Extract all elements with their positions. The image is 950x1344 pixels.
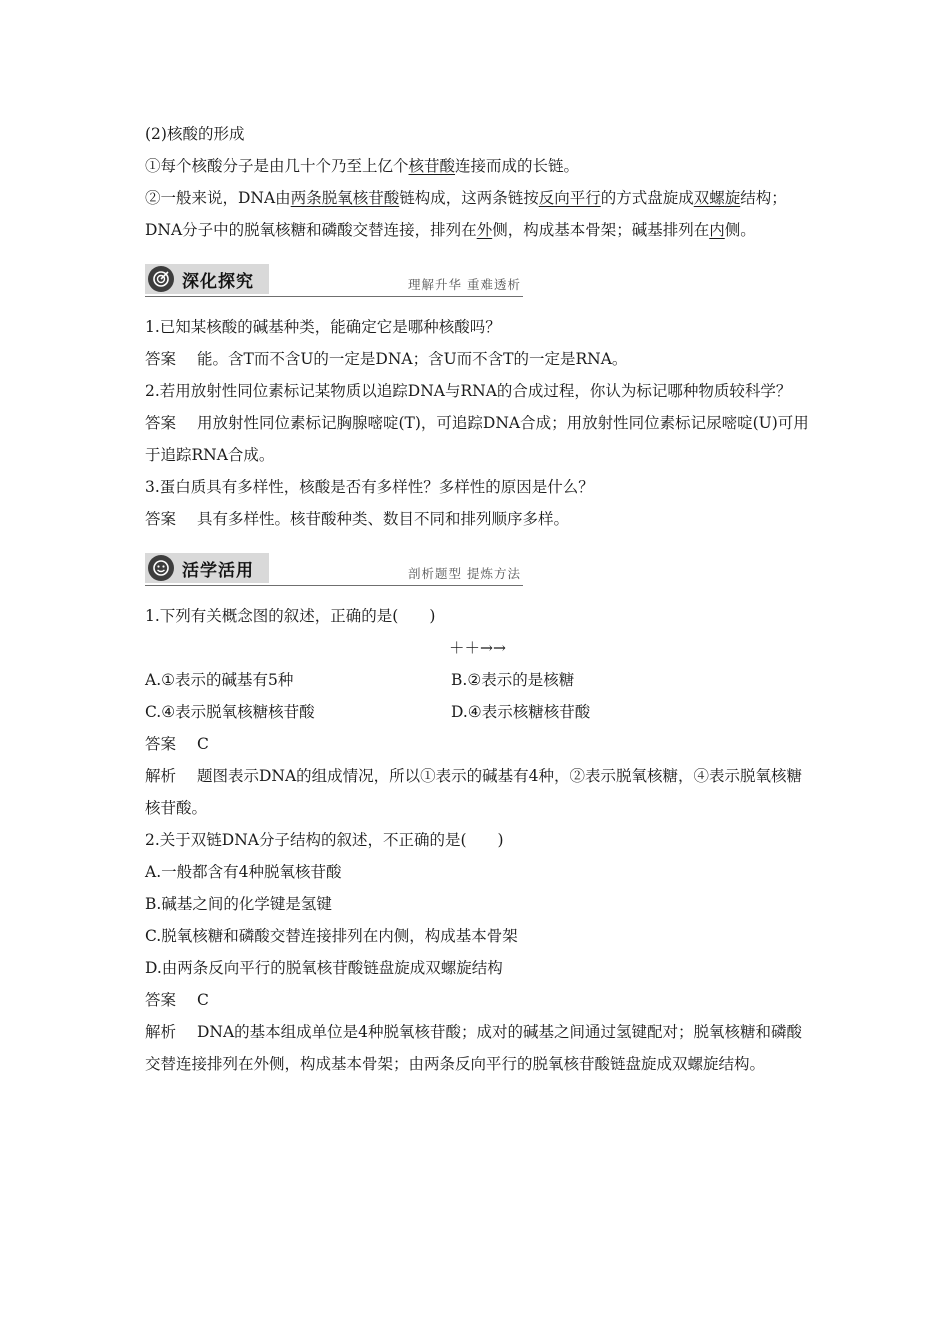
practice-analysis-2	[145, 1016, 810, 1080]
section-title: 活学活用	[182, 560, 254, 581]
options-row	[145, 696, 810, 728]
section-header-inquiry	[145, 264, 523, 297]
text-span: 结构；DNA分子中的脱氧核糖和磷酸交替连接，排列在	[145, 189, 787, 239]
answer-label: 答案	[145, 735, 177, 753]
answer-label: 答案	[145, 414, 177, 432]
section-tab	[145, 264, 269, 294]
inquiry-question-3: 3.蛋白质具有多样性，核酸是否有多样性？多样性的原因是什么？	[145, 478, 594, 496]
analysis-label: 解析	[145, 767, 177, 785]
inquiry-question-1: 1.已知某核酸的碱基种类，能确定它是哪种核酸吗？	[145, 318, 501, 336]
inquiry-answer-1	[145, 343, 810, 375]
formation-point-1	[145, 150, 810, 182]
smile-icon	[148, 555, 174, 581]
option-d: D.由两条反向平行的脱氧核苷酸链盘旋成双螺旋结构	[145, 959, 503, 977]
analysis-text: DNA的基本组成单位是4种脱氧核苷酸；成对的碱基之间通过氢键配对；脱氧核糖和磷酸交替连接排列在外侧，构成基本骨架；由两条反向平行的脱氧核苷酸链盘旋成双螺旋结构。	[145, 1023, 803, 1073]
formation-point-2	[145, 182, 810, 246]
text-span: 链构成，这两条链按	[399, 189, 539, 207]
section-tab	[145, 553, 269, 583]
option-a: A.①表示的碱基有5种	[145, 671, 294, 689]
analysis-text: 题图表示DNA的组成情况，所以①表示的碱基有4种，②表示脱氧核糖，④表示脱氧核糖核苷酸。	[145, 767, 803, 817]
answer-text: C	[197, 991, 209, 1009]
text-span: 连接而成的长链。	[455, 157, 580, 175]
section-header-practice	[145, 553, 523, 586]
underlined-term: 反向平行	[538, 189, 601, 207]
underlined-term: 双螺旋	[693, 189, 741, 207]
text-span: ②一般来说，DNA由	[145, 189, 291, 207]
target-icon	[148, 266, 174, 292]
section-subtitle: 剖析题型 提炼方法	[408, 566, 521, 581]
formation-heading: (2)核酸的形成	[145, 125, 245, 143]
inquiry-answer-3	[145, 503, 810, 535]
answer-label: 答案	[145, 991, 177, 1009]
underlined-term: 两条脱氧核苷酸	[290, 189, 400, 207]
analysis-label: 解析	[145, 1023, 177, 1041]
option-c: C.脱氧核糖和磷酸交替连接排列在内侧，构成基本骨架	[145, 927, 518, 945]
answer-text: C	[197, 735, 209, 753]
text-span: 侧，构成基本骨架；碱基排列在	[492, 221, 710, 239]
underlined-term: 内	[709, 221, 725, 239]
text-span: ①每个核酸分子是由几十个乃至上亿个	[145, 157, 409, 175]
concept-figure: ＋＋→→	[449, 639, 506, 657]
answer-text: 用放射性同位素标记胸腺嘧啶(T)，可追踪DNA合成；用放射性同位素标记尿嘧啶(U)可用于追踪RNA合成。	[145, 414, 809, 464]
document-page	[145, 118, 810, 1080]
inquiry-answer-2	[145, 407, 810, 471]
option-c: C.④表示脱氧核糖核苷酸	[145, 703, 315, 721]
practice-answer-2	[145, 984, 810, 1016]
inquiry-question-2: 2.若用放射性同位素标记某物质以追踪DNA与RNA的合成过程，你认为标记哪种物质较科学？	[145, 382, 792, 400]
option-d: D.④表示核糖核苷酸	[451, 703, 591, 721]
practice-question-1: 1.下列有关概念图的叙述，正确的是( )	[145, 607, 436, 625]
text-span: 侧。	[724, 221, 756, 239]
answer-label: 答案	[145, 350, 177, 368]
section-subtitle: 理解升华 重难透析	[408, 277, 521, 292]
practice-answer-1	[145, 728, 810, 760]
options-row	[145, 664, 810, 696]
option-a: A.一般都含有4种脱氧核苷酸	[145, 863, 342, 881]
underlined-term: 外	[476, 221, 493, 239]
option-b: B.碱基之间的化学键是氢键	[145, 895, 332, 913]
practice-analysis-1	[145, 760, 810, 824]
practice-question-2: 2.关于双链DNA分子结构的叙述，不正确的是( )	[145, 831, 504, 849]
answer-text: 能。含T而不含U的一定是DNA；含U而不含T的一定是RNA。	[197, 350, 628, 368]
section-title: 深化探究	[182, 271, 254, 292]
option-b: B.②表示的是核糖	[451, 671, 575, 689]
answer-text: 具有多样性。核苷酸种类、数目不同和排列顺序多样。	[197, 510, 570, 528]
underlined-term: 核苷酸	[408, 157, 456, 175]
answer-label: 答案	[145, 510, 177, 528]
text-span: 的方式盘旋成	[600, 189, 694, 207]
